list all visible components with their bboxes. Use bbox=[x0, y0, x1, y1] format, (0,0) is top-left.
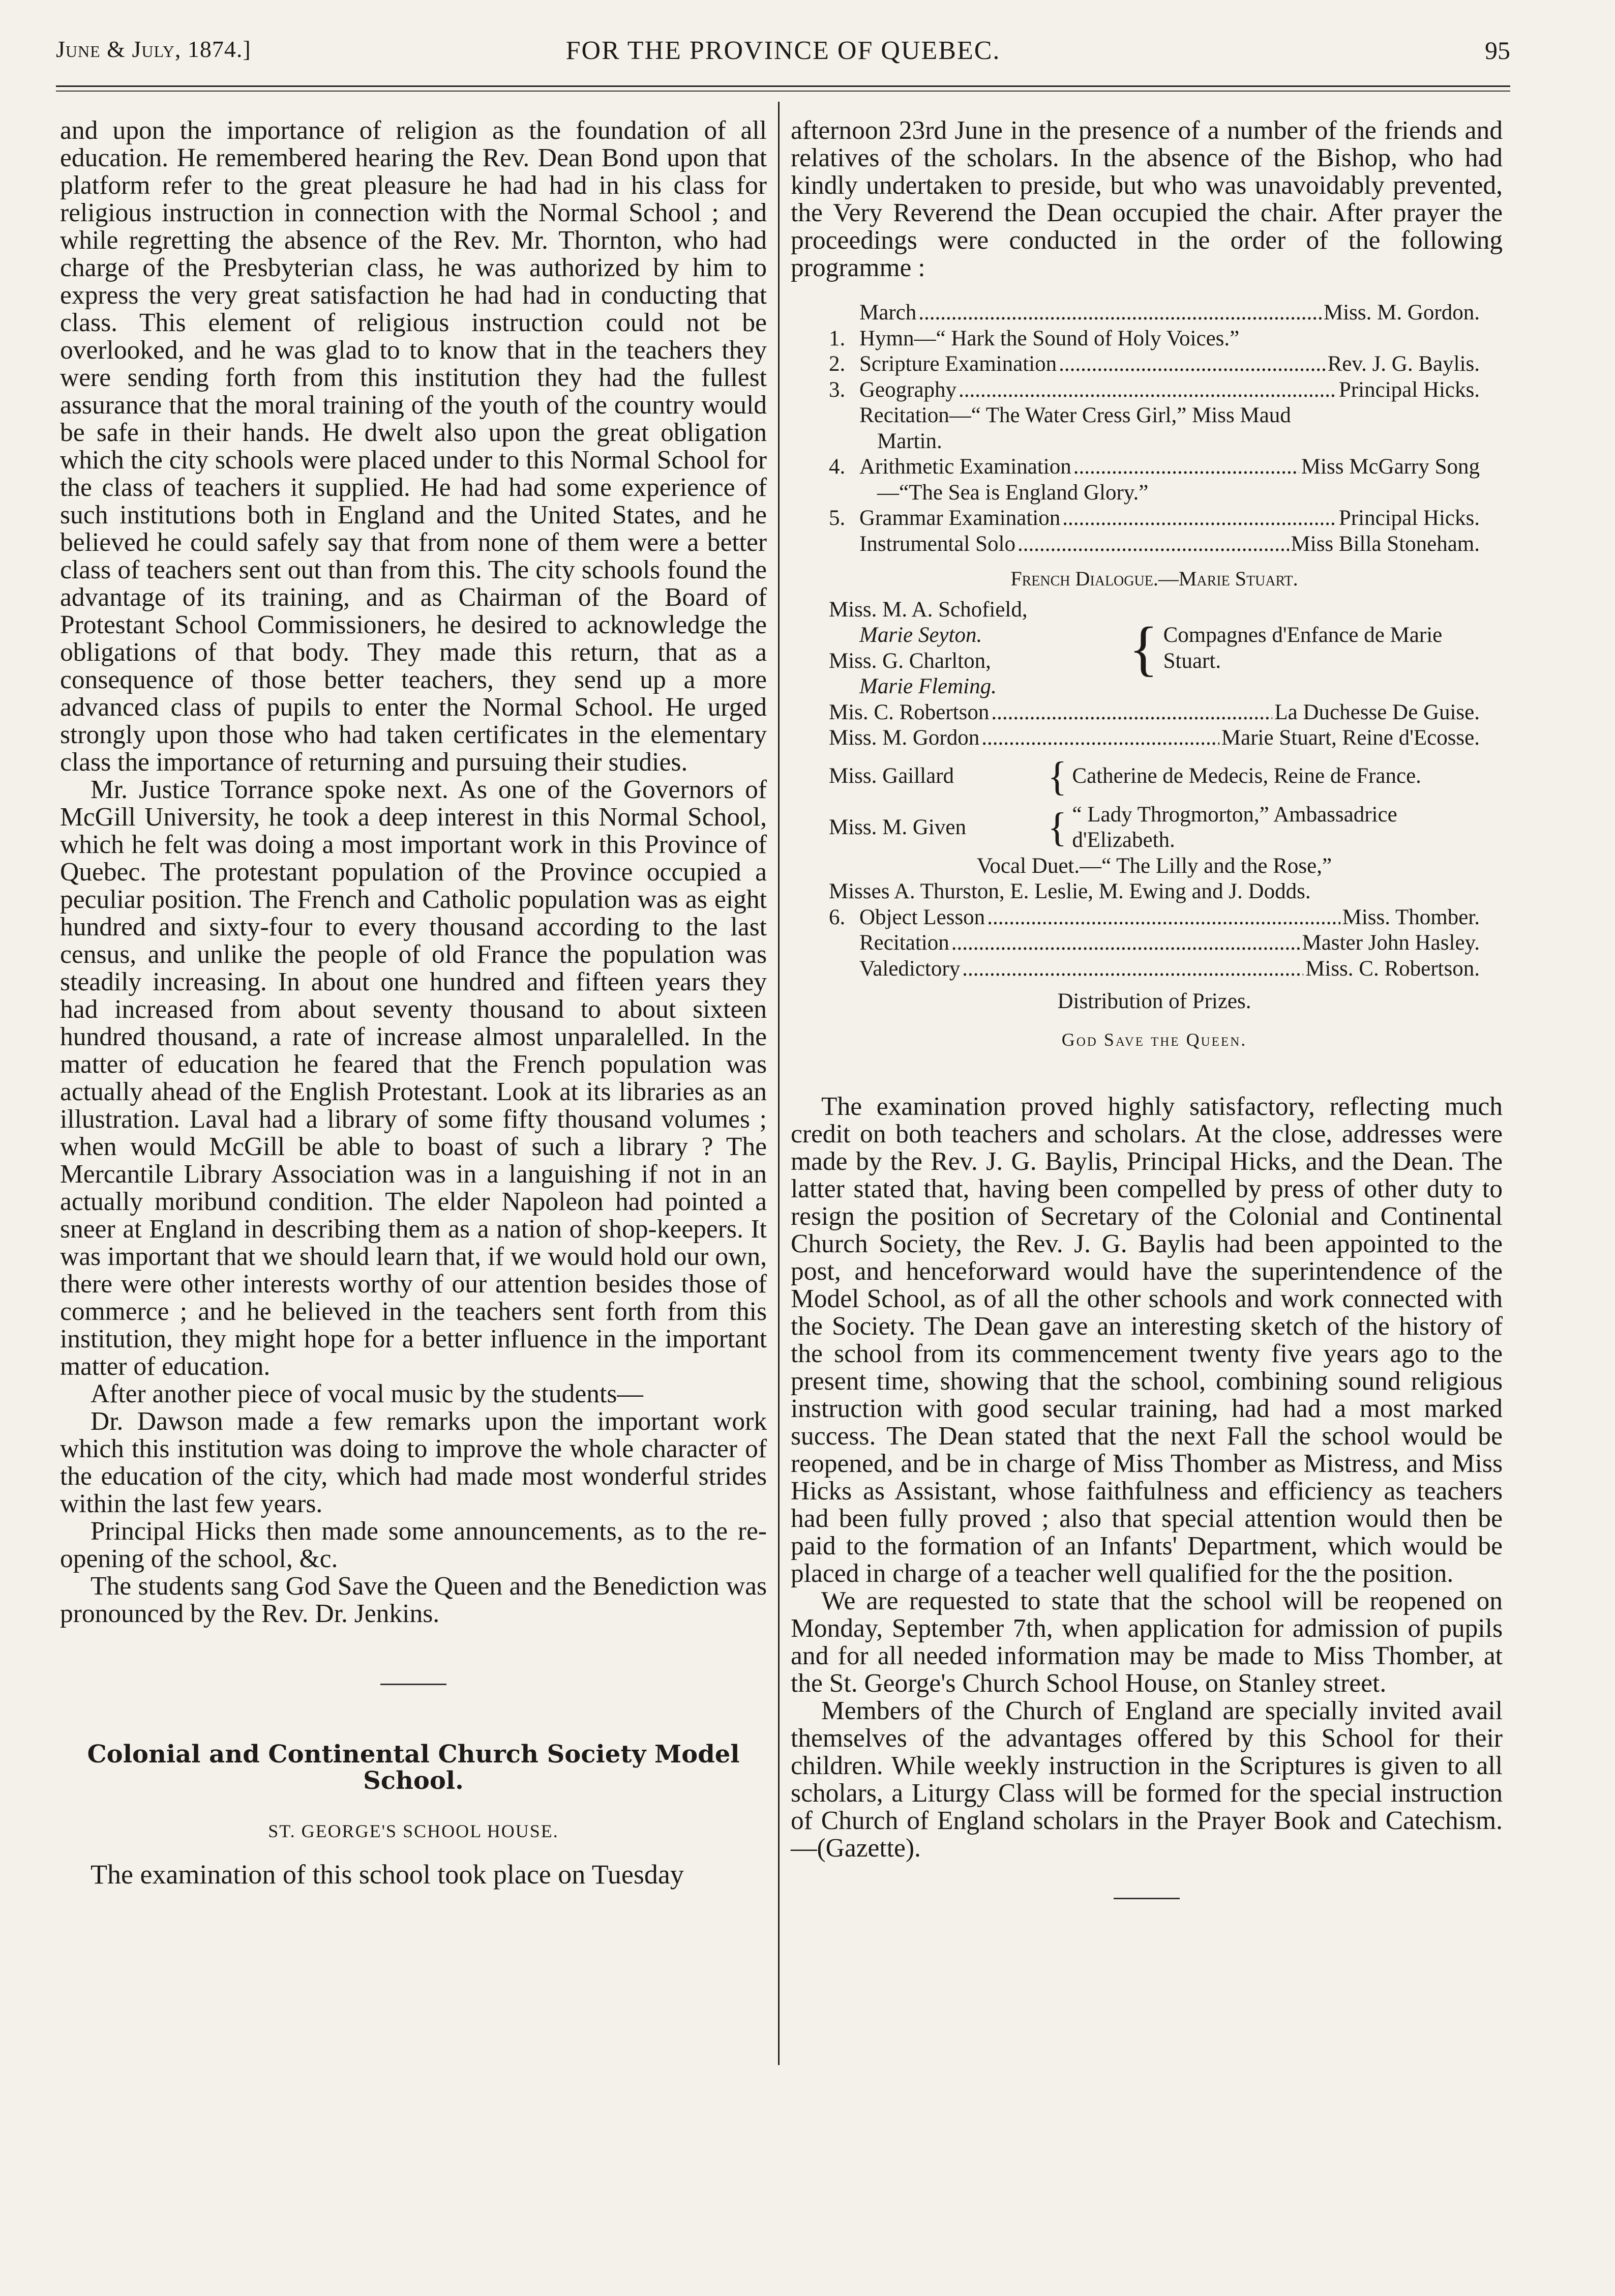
end-separator bbox=[1114, 1898, 1180, 1899]
header-date: June & July, 1874.] bbox=[56, 36, 251, 62]
paragraph: afternoon 23rd June in the presence of a number of the friends and relatives of the scholars. In the absence of the Bishop, who had kindly undertaken to preside, but who was unavoidably prevented, the Very Reverend the Dean occupied the chair. After prayer the proceedings were conducted in the order of the following programme : bbox=[791, 116, 1503, 282]
header-title: FOR THE PROVINCE OF QUEBEC. bbox=[565, 36, 1001, 65]
left-column bbox=[60, 117, 767, 1890]
programme-item: 1. Hymn—“ Hark the Sound of Holy Voices.” bbox=[829, 326, 1240, 350]
paragraph: The students sang God Save the Queen and the Benediction was pronounced by the Rev. Dr. Jenkins. bbox=[60, 1572, 767, 1628]
french-dialogue-title: French Dialogue.—Marie Stuart. bbox=[1010, 567, 1298, 590]
programme-item: 5. Grammar Examination ..... Principal Hicks. bbox=[829, 506, 1480, 532]
paragraph: Mr. Justice Torrance spoke next. As one of the Governors of McGill University, he took a deep interest in this Normal School, which he felt was doing a most important work in this Province of Quebec. The protestant population of the Province occupied a peculiar position. The French and Catholic population was as eight hundred and sixty-four to every thousand according to the last census, and unlike the people of old France the population was steadily increasing. In about one hundred and fifteen years they had increased from about seventy thousand to about sixteen hundred thousand, a rate of increase almost unparalelled. In the matter of education he feared that the French population was actually ahead of the English Protestant. Look at its libraries as an illustration. Laval had a library of some fifty thousand volumes ; when would McGill be able to boast of such a library ? The Mercantile Library Association was in a languishing if not in an actually moribund condition. The elder Napoleon had pointed a sneer at England in describing them as a nation of shop-keepers. It was important that we should learn that, if we would hold our own, there were other interests worthy of our attention besides those of commerce ; and he believed in the teachers sent forth from this institution, they might hope for a better influence in the important matter of education. bbox=[60, 775, 767, 1381]
section-lead: The examination of this school took place on Tuesday bbox=[91, 1859, 684, 1890]
section-subheading: ST. GEORGE'S SCHOOL HOUSE. bbox=[268, 1821, 559, 1841]
programme-item: Valedictory ..... Miss. C. Robertson. bbox=[829, 956, 1480, 982]
brace-icon: { bbox=[1129, 614, 1158, 682]
section-heading: Colonial and Continental Church Society Model School. bbox=[87, 1740, 740, 1795]
cast-role-name: Marie Fleming. bbox=[859, 674, 997, 698]
paragraph: Dr. Dawson made a few remarks upon the important work which this institution was doing to improve the whole character of the education of the city, which had made most wonderful strides within the last few years. bbox=[60, 1407, 767, 1518]
programme-item: March ..... Miss. M. Gordon. bbox=[829, 300, 1480, 326]
anthem: God Save the Queen. bbox=[1061, 1029, 1247, 1050]
programme-item: 2. Scripture Examination ..... Rev. J. G. Baylis. bbox=[829, 351, 1480, 377]
cast-role-name: Marie Seyton. bbox=[859, 623, 982, 647]
dialogue-cast-group bbox=[829, 597, 1480, 700]
programme-item: Recitation—“ The Water Cress Girl,” Miss Maud bbox=[859, 403, 1291, 427]
programme-item: 6. Object Lesson ..... Miss. Thomber. bbox=[829, 905, 1480, 931]
paragraph: Principal Hicks then made some announcements, as to the re-opening of the school, &c. bbox=[60, 1517, 767, 1573]
brace-icon: { bbox=[1048, 805, 1067, 850]
programme-item-cont: Martin. bbox=[877, 429, 942, 453]
programme-item: Instrumental Solo ..... Miss Billa Stoneham. bbox=[829, 532, 1480, 557]
programme bbox=[829, 300, 1480, 1052]
cast-line: Miss. M. Gordon ..... Marie Stuart, Reine d'Ecosse. bbox=[829, 725, 1480, 751]
cast-line: Miss. M. Given { “ Lady Throgmorton,” Ambassadrice d'Elizabeth. bbox=[829, 802, 1397, 852]
running-header bbox=[56, 31, 1510, 81]
duet-singers: Misses A. Thurston, E. Leslie, M. Ewing and J. Dodds. bbox=[829, 879, 1311, 903]
cast-name: Miss. M. A. Schofield, bbox=[829, 597, 1028, 622]
header-rule bbox=[56, 85, 1510, 87]
vocal-duet: Vocal Duet.—“ The Lilly and the Rose,” bbox=[976, 853, 1332, 878]
section-separator bbox=[380, 1684, 446, 1685]
paragraph: After another piece of vocal music by the students— bbox=[91, 1379, 643, 1408]
paragraph: and upon the importance of religion as the foundation of all education. He remembered hearing the Rev. Dean Bond upon that platform refer to the great pleasure he had had in his class for religious instruction in connection with the Normal School ; and while regretting the absence of the Rev. Mr. Thornton, who had charge of the Presbyterian class, he was authorized by him to express the very great satisfaction he had had in conducting that class. This element of religious instruction could not be overlooked, and he was glad to to know that in the teachers they were sending forth from this institution they had the fullest assurance that the moral training of the youth of the country would be safe in their hands. He dwelt also upon the great obligation which the city schools were placed under to this Normal School for the class of teachers it supplied. He had had some experience of such institutions both in England and the United States, and he believed he could safely say that from none of them were a better class of teachers sent out than from this. The city schools found the advantage of its training, and as Chairman of the Board of Protestant School Commissioners, he desired to acknowledge the obligations of that body. They made this return, that as a consequence of those better teachers, they send up a more advanced class of pupils to enter the Normal School. He urged strongly upon those who had taken certificates in the elementary class the importance of returning and pursuing their studies. bbox=[60, 116, 767, 777]
brace-icon: { bbox=[1048, 754, 1067, 799]
paragraph: We are requested to state that the school will be reopened on Monday, September 7th, when application for admission of pupils and for all needed information may be made to Miss Thomber, at the St. George's Church School House, on Stanley street. bbox=[791, 1586, 1503, 1698]
programme-item-cont: —“The Sea is England Glory.” bbox=[877, 480, 1149, 505]
distribution-of-prizes: Distribution of Prizes. bbox=[1057, 989, 1251, 1013]
header-rule-thin bbox=[56, 91, 1510, 92]
cast-line: Mis. C. Robertson ..... La Duchesse De Guise. bbox=[829, 700, 1480, 726]
programme-item: 4. Arithmetic Examination ..... Miss McGarry Song bbox=[829, 454, 1480, 480]
cast-line: Miss. Gaillard { Catherine de Medecis, Reine de France. bbox=[829, 751, 1480, 802]
right-column bbox=[791, 117, 1503, 1899]
column-divider bbox=[778, 102, 780, 2065]
programme-item: 3. Geography ..... Principal Hicks. bbox=[829, 377, 1480, 403]
page-number: 95 bbox=[1485, 36, 1510, 65]
paragraph: Members of the Church of England are specially invited avail themselves of the advantages offered by this School for their children. While weekly instruction in the Scriptures is given to all scholars, a Liturgy Class will be formed for the special instruction of Church of England scholars in the Prayer Book and Catechism.—(Gazette). bbox=[791, 1696, 1503, 1863]
cast-name: Miss. G. Charlton, bbox=[829, 649, 991, 673]
paragraph: The examination proved highly satisfactory, reflecting much credit on both teachers and scholars. At the close, addresses were made by the Rev. J. G. Baylis, Principal Hicks, and the Dean. The latter stated that, having been compelled by press of other duty to resign the position of Secretary of the Colonial and Continental Church Society, the Rev. J. G. Baylis had been appointed to the post, and henceforward would have the superintendence of the Model School, as of all the other schools and work connected with the Society. The Dean gave an interesting sketch of the history of the school from its commencement twenty five years ago to the present time, showing that the school, combining sound religious instruction with good secular training, had had a most marked success. The Dean stated that the next Fall the school would be reopened, and be in charge of Miss Thomber as Mistress, and Miss Hicks as Assistant, whose faithfulness and efficiency as teachers had been fully proved ; also that special attention would then be paid to the formation of an Infants' Department, which would be placed in charge of a teacher well qualified for the the position. bbox=[791, 1092, 1503, 1588]
cast-role: Compagnes d'Enfance de Marie Stuart. bbox=[1163, 623, 1443, 673]
programme-item: Recitation ..... Master John Hasley. bbox=[829, 930, 1480, 956]
